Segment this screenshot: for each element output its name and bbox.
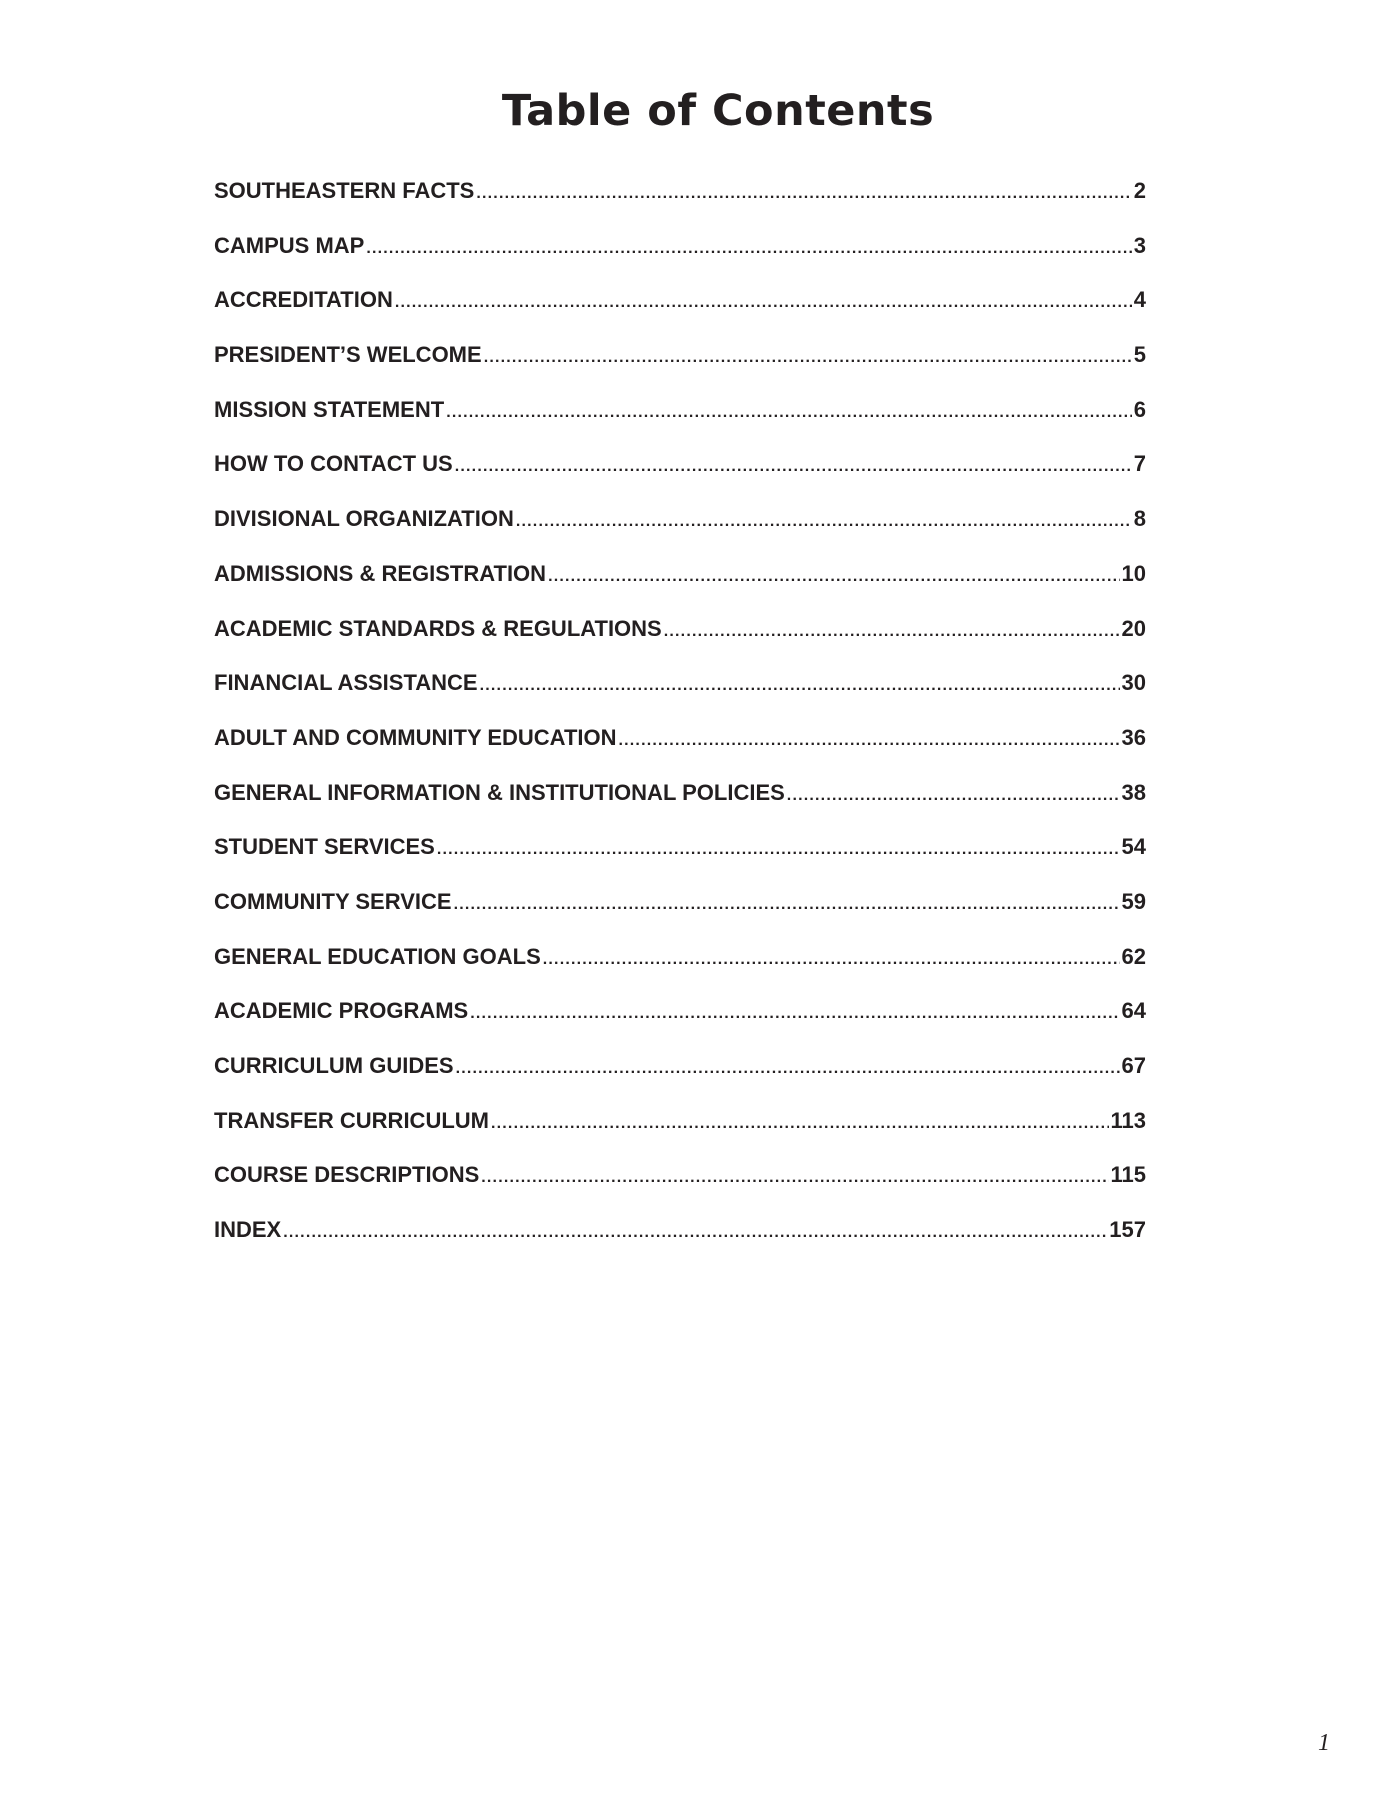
toc-entry-page: 54 xyxy=(1121,834,1146,860)
toc-entry[interactable] xyxy=(214,561,1146,616)
dot-leader xyxy=(456,1060,1120,1078)
dot-leader xyxy=(470,1005,1119,1023)
toc-entry-label: MISSION STATEMENT xyxy=(214,396,445,422)
toc-entry-label: GENERAL INFORMATION & INSTITUTIONAL POLICIES xyxy=(214,779,785,805)
dot-leader xyxy=(446,404,1132,422)
toc-entry-label: DIVISIONAL ORGANIZATION xyxy=(214,506,514,532)
toc-entry-label: ACADEMIC STANDARDS & REGULATIONS xyxy=(214,615,662,641)
toc-entry-page: 59 xyxy=(1121,888,1146,914)
dot-leader xyxy=(664,623,1120,641)
toc-entry[interactable] xyxy=(214,178,1146,233)
toc-entry[interactable] xyxy=(214,616,1146,671)
dot-leader xyxy=(480,677,1120,695)
toc-entry[interactable] xyxy=(214,780,1146,835)
toc-entry-label: INDEX xyxy=(214,1217,282,1243)
toc-entry[interactable] xyxy=(214,1217,1146,1272)
toc-entry-label: ACCREDITATION xyxy=(214,287,393,313)
toc-entry-page: 115 xyxy=(1110,1162,1146,1188)
dot-leader xyxy=(476,185,1131,203)
toc-entry[interactable] xyxy=(214,1108,1146,1163)
toc-entry-label: ADULT AND COMMUNITY EDUCATION xyxy=(214,724,617,750)
toc-entry-page: 30 xyxy=(1121,670,1146,696)
toc-entry[interactable] xyxy=(214,506,1146,561)
toc-entry-label: ADMISSIONS & REGISTRATION xyxy=(214,560,547,586)
toc-entry[interactable] xyxy=(214,670,1146,725)
toc-entry-page: 62 xyxy=(1121,943,1146,969)
toc-entry[interactable] xyxy=(214,725,1146,780)
toc-entry[interactable] xyxy=(214,233,1146,288)
toc-entry-page: 67 xyxy=(1121,1053,1146,1078)
toc-entry-label: COURSE DESCRIPTIONS xyxy=(214,1162,480,1188)
toc-entry[interactable] xyxy=(214,1053,1146,1108)
dot-leader xyxy=(484,349,1132,367)
toc-entry-page: 10 xyxy=(1121,560,1146,586)
toc-entry-page: 6 xyxy=(1133,396,1146,422)
toc-entry[interactable] xyxy=(214,342,1146,397)
dot-leader xyxy=(395,294,1132,312)
toc-entry-label: GENERAL EDUCATION GOALS xyxy=(214,943,541,969)
toc-entry-label: CAMPUS MAP xyxy=(214,232,365,258)
toc-entry-label: HOW TO CONTACT US xyxy=(214,451,453,477)
toc-entry-label: COMMUNITY SERVICE xyxy=(214,888,452,914)
toc-entry-page: 38 xyxy=(1121,779,1146,805)
dot-leader xyxy=(455,458,1132,476)
dot-leader xyxy=(283,1224,1107,1242)
toc-entry-page: 3 xyxy=(1133,232,1146,258)
toc-entry[interactable] xyxy=(214,834,1146,889)
dot-leader xyxy=(437,841,1120,859)
toc-entry-page: 7 xyxy=(1133,451,1146,477)
dot-leader xyxy=(491,1115,1109,1133)
dot-leader xyxy=(543,951,1120,969)
toc-entry-label: FINANCIAL ASSISTANCE xyxy=(214,670,478,696)
toc-entry[interactable] xyxy=(214,1162,1146,1217)
page-number: 1 xyxy=(1318,1730,1330,1756)
toc-entry-page: 113 xyxy=(1110,1107,1146,1133)
toc-entry[interactable] xyxy=(214,998,1146,1053)
toc-entry[interactable] xyxy=(214,451,1146,506)
toc-entry-label: SOUTHEASTERN FACTS xyxy=(214,178,475,203)
toc-entry-page: 8 xyxy=(1133,506,1146,532)
toc-entry-label: TRANSFER CURRICULUM xyxy=(214,1107,489,1133)
toc-entry[interactable] xyxy=(214,889,1146,944)
toc-entry[interactable] xyxy=(214,287,1146,342)
toc-entry-label: CURRICULUM GUIDES xyxy=(214,1053,454,1078)
toc-entry-page: 2 xyxy=(1133,178,1146,203)
toc-entry[interactable] xyxy=(214,397,1146,452)
dot-leader xyxy=(516,513,1132,531)
toc-entry-page: 20 xyxy=(1121,615,1146,641)
toc-entry-label: ACADEMIC PROGRAMS xyxy=(214,998,469,1024)
dot-leader xyxy=(366,240,1131,258)
toc-entry[interactable] xyxy=(214,944,1146,999)
toc-entry-label: STUDENT SERVICES xyxy=(214,834,435,860)
page-title: Table of Contents xyxy=(501,86,935,136)
toc-entry-page: 157 xyxy=(1109,1217,1146,1243)
toc-entry-page: 5 xyxy=(1133,342,1146,368)
toc-entry-page: 4 xyxy=(1133,287,1146,313)
toc-entry-page: 64 xyxy=(1121,998,1146,1024)
dot-leader xyxy=(787,787,1120,805)
dot-leader xyxy=(481,1169,1108,1187)
dot-leader xyxy=(548,568,1119,586)
toc-list xyxy=(214,178,1146,1272)
dot-leader xyxy=(454,896,1120,914)
toc-entry-page: 36 xyxy=(1121,724,1146,750)
dot-leader xyxy=(619,732,1120,750)
toc-entry-label: PRESIDENT’S WELCOME xyxy=(214,342,482,368)
